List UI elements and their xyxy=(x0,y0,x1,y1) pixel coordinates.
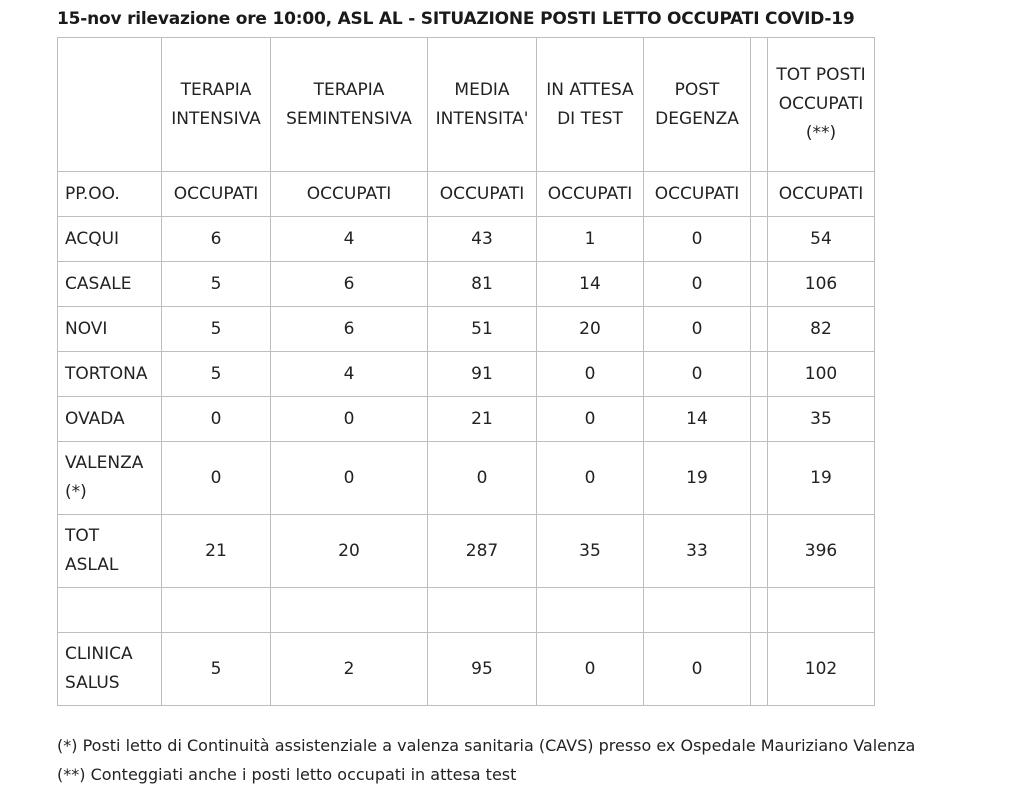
table-cell xyxy=(751,397,768,442)
table-row xyxy=(58,352,875,397)
table-cell: 106 xyxy=(768,262,875,307)
blank-row xyxy=(58,588,875,633)
row-name: NOVI xyxy=(58,307,162,352)
subheader-cell: OCCUPATI xyxy=(271,172,428,217)
table-cell: 14 xyxy=(537,262,644,307)
table-cell: 6 xyxy=(271,307,428,352)
table-cell: 6 xyxy=(271,262,428,307)
table-cell xyxy=(751,352,768,397)
table-cell: 0 xyxy=(644,217,751,262)
table-cell: 21 xyxy=(428,397,537,442)
table-cell: 0 xyxy=(537,442,644,515)
page-title: 15-nov rilevazione ore 10:00, ASL AL - SITUAZIONE POSTI LETTO OCCUPATI COVID-19 xyxy=(57,9,855,29)
table-cell: 35 xyxy=(768,397,875,442)
table-cell xyxy=(428,588,537,633)
table-row xyxy=(58,307,875,352)
table-cell: 0 xyxy=(428,442,537,515)
row-name: OVADA xyxy=(58,397,162,442)
table-cell: 5 xyxy=(162,352,271,397)
table-cell xyxy=(644,588,751,633)
header-cell: TOT POSTI OCCUPATI (**) xyxy=(768,38,875,172)
table-row xyxy=(58,633,875,706)
table-cell: 19 xyxy=(644,442,751,515)
table-row xyxy=(58,262,875,307)
row-name: TORTONA xyxy=(58,352,162,397)
subheader-row xyxy=(58,172,875,217)
row-name: ACQUI xyxy=(58,217,162,262)
subheader-cell: OCCUPATI xyxy=(768,172,875,217)
table-cell: 51 xyxy=(428,307,537,352)
table-cell: 5 xyxy=(162,307,271,352)
table-cell xyxy=(751,588,768,633)
total-row xyxy=(58,515,875,588)
table-cell: 0 xyxy=(162,397,271,442)
table-cell: 100 xyxy=(768,352,875,397)
table-cell: 0 xyxy=(162,442,271,515)
row-name xyxy=(58,588,162,633)
table-cell: 95 xyxy=(428,633,537,706)
subheader-cell: OCCUPATI xyxy=(537,172,644,217)
footnote-tot: (**) Conteggiati anche i posti letto occupati in attesa test xyxy=(57,765,517,784)
table-cell: 0 xyxy=(644,262,751,307)
footnote-cavs: (*) Posti letto di Continuità assistenziale a valenza sanitaria (CAVS) presso ex Ospedale Mauriziano Valenza xyxy=(57,736,916,755)
table-cell: 0 xyxy=(271,397,428,442)
table-cell: 91 xyxy=(428,352,537,397)
table-cell: 2 xyxy=(271,633,428,706)
table-cell xyxy=(751,633,768,706)
table-cell: 0 xyxy=(537,633,644,706)
table-cell: 33 xyxy=(644,515,751,588)
table-cell: 0 xyxy=(271,442,428,515)
row-name: VALENZA (*) xyxy=(58,442,162,515)
table-cell: 0 xyxy=(644,352,751,397)
table-cell: 19 xyxy=(768,442,875,515)
table-cell: 0 xyxy=(644,633,751,706)
subheader-label: PP.OO. xyxy=(58,172,162,217)
table-cell xyxy=(537,588,644,633)
table-cell: 4 xyxy=(271,352,428,397)
table-cell: 0 xyxy=(537,352,644,397)
table-cell: 35 xyxy=(537,515,644,588)
table-cell: 1 xyxy=(537,217,644,262)
header-corner-cell xyxy=(58,38,162,172)
subheader-cell: OCCUPATI xyxy=(162,172,271,217)
subheader-cell xyxy=(751,172,768,217)
table-cell: 20 xyxy=(537,307,644,352)
table-cell: 6 xyxy=(162,217,271,262)
header-cell: TERAPIA INTENSIVA xyxy=(162,38,271,172)
table-cell: 0 xyxy=(537,397,644,442)
table-cell: 82 xyxy=(768,307,875,352)
table-cell: 81 xyxy=(428,262,537,307)
table-row xyxy=(58,442,875,515)
table-cell: 21 xyxy=(162,515,271,588)
table-cell: 54 xyxy=(768,217,875,262)
table-cell: 5 xyxy=(162,633,271,706)
table-row xyxy=(58,397,875,442)
header-cell: POST DEGENZA xyxy=(644,38,751,172)
table-cell: 287 xyxy=(428,515,537,588)
row-name: CASALE xyxy=(58,262,162,307)
header-cell xyxy=(751,38,768,172)
table-cell: 20 xyxy=(271,515,428,588)
table-cell xyxy=(768,588,875,633)
table-cell: 102 xyxy=(768,633,875,706)
table-cell: 14 xyxy=(644,397,751,442)
table-cell: 43 xyxy=(428,217,537,262)
table-cell: 396 xyxy=(768,515,875,588)
table-cell xyxy=(751,515,768,588)
table-cell: 5 xyxy=(162,262,271,307)
subheader-cell: OCCUPATI xyxy=(644,172,751,217)
header-row xyxy=(58,38,875,172)
table-cell xyxy=(751,442,768,515)
table-cell xyxy=(751,217,768,262)
header-cell: MEDIA INTENSITA' xyxy=(428,38,537,172)
row-name: CLINICA SALUS xyxy=(58,633,162,706)
table-cell xyxy=(751,307,768,352)
row-name: TOT ASLAL xyxy=(58,515,162,588)
table-cell xyxy=(162,588,271,633)
table-cell xyxy=(271,588,428,633)
header-cell: TERAPIA SEMINTENSIVA xyxy=(271,38,428,172)
table-cell xyxy=(751,262,768,307)
beds-table xyxy=(57,37,875,706)
table-cell: 4 xyxy=(271,217,428,262)
table-cell: 0 xyxy=(644,307,751,352)
subheader-cell: OCCUPATI xyxy=(428,172,537,217)
header-cell: IN ATTESA DI TEST xyxy=(537,38,644,172)
table-row xyxy=(58,217,875,262)
